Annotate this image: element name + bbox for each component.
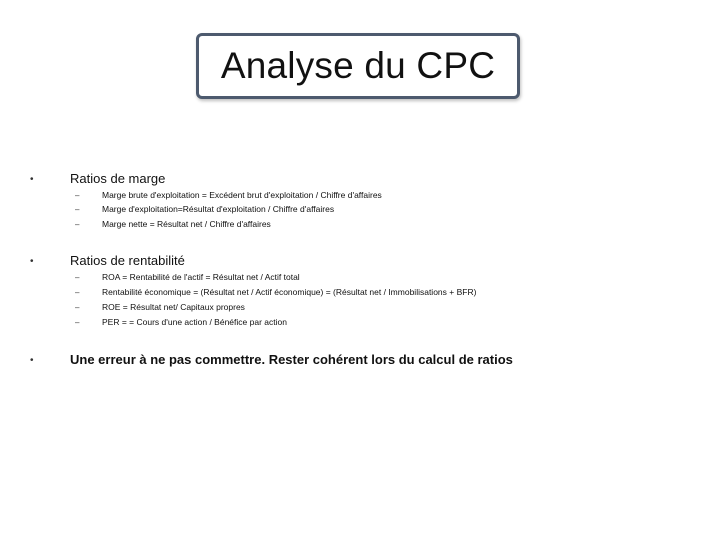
sub-marker: – bbox=[75, 191, 80, 200]
bullet-marker: • bbox=[30, 174, 34, 185]
list-item: ROE = Résultat net/ Capitaux propres bbox=[102, 302, 245, 312]
list-item: Marge brute d'exploitation = Excédent brut d'exploitation / Chiffre d'affaires bbox=[102, 190, 382, 200]
bullet-marker: • bbox=[30, 256, 34, 267]
slide-title: Analyse du CPC bbox=[220, 45, 496, 86]
sub-marker: – bbox=[75, 220, 80, 229]
sub-marker: – bbox=[75, 205, 80, 214]
list-item: PER = = Cours d'une action / Bénéfice par action bbox=[102, 317, 287, 327]
title-box bbox=[196, 33, 520, 99]
section-heading-rentabilite: Ratios de rentabilité bbox=[70, 253, 185, 268]
sub-marker: – bbox=[75, 318, 80, 327]
list-item: Marge nette = Résultat net / Chiffre d'affaires bbox=[102, 219, 271, 229]
list-item: ROA = Rentabilité de l'actif = Résultat net / Actif total bbox=[102, 272, 300, 282]
sub-marker: – bbox=[75, 303, 80, 312]
bullet-marker: • bbox=[30, 355, 34, 366]
section-heading-erreur: Une erreur à ne pas commettre. Rester cohérent lors du calcul de ratios bbox=[70, 352, 513, 367]
list-item: Marge d'exploitation=Résultat d'exploitation / Chiffre d'affaires bbox=[102, 204, 335, 214]
section-heading-marge: Ratios de marge bbox=[70, 171, 166, 186]
list-item: Rentabilité économique = (Résultat net / Actif économique) = (Résultat net / Immobilisations + BFR) bbox=[102, 287, 477, 297]
sub-marker: – bbox=[75, 273, 80, 282]
sub-marker: – bbox=[75, 288, 80, 297]
